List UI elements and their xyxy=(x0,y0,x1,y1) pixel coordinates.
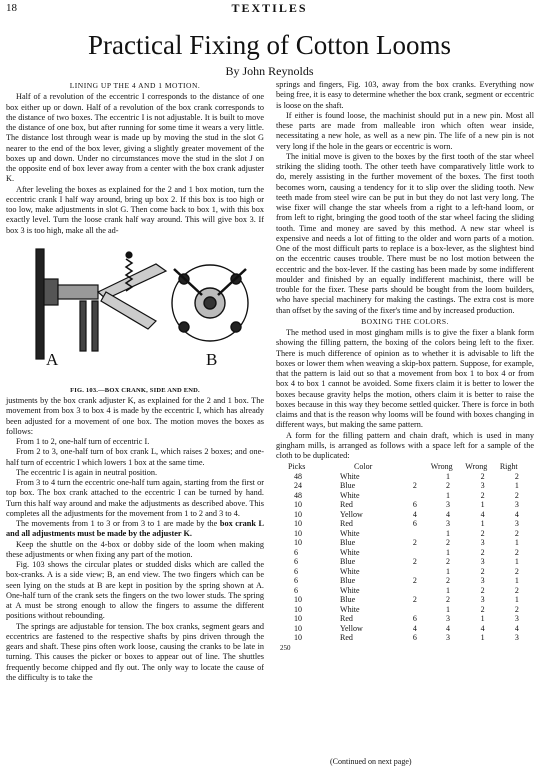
box-crank-illustration xyxy=(6,239,264,371)
table-cell: 1 xyxy=(514,576,519,586)
picks-total: 250 xyxy=(280,643,291,652)
table-cell: 2 xyxy=(514,471,519,481)
table-cell xyxy=(399,548,431,558)
table-cell: 2 xyxy=(514,585,519,595)
table-cell: 4 xyxy=(514,623,519,633)
table-row xyxy=(276,472,534,482)
article-title: Practical Fixing of Cotton Looms xyxy=(88,30,451,60)
table-row xyxy=(276,529,534,539)
table-cell: 10 xyxy=(294,538,302,548)
table-cell: 2 xyxy=(412,595,417,605)
table-cell: 1 xyxy=(514,595,519,605)
left-column xyxy=(6,80,264,683)
table-row xyxy=(276,624,534,634)
table-cell: 2 xyxy=(412,481,417,491)
table-header-row xyxy=(276,462,534,472)
table-cell: 4 xyxy=(514,509,519,519)
table-cell: 2 xyxy=(480,604,485,614)
table-cell: 4 xyxy=(480,623,485,633)
table-cell: 6 xyxy=(412,633,417,643)
table-cell: 3 xyxy=(514,500,519,510)
table-cell: 10 xyxy=(294,528,302,538)
table-cell: 3 xyxy=(480,595,485,605)
table-cell: 1 xyxy=(480,500,485,510)
figure-label-a: A xyxy=(46,349,59,369)
continued-note: (Continued on next page) xyxy=(330,757,412,766)
paragraph: The springs are adjustable for tension. The box cranks, segment gears and eccentrics are fastened to the respective shafts by pins driven through the gears and shaft. These pins often work loose, causing the cranks to be late in turning. This causes the picker or boxes to appear out of line. The shuttles frequently become chipped and fly out. The only way to locate the cause of the difficulty is to take the xyxy=(6,621,264,682)
table-cell: 1 xyxy=(446,528,451,538)
page-number: 18 xyxy=(6,2,17,14)
table-cell: 2 xyxy=(446,595,451,605)
table-cell: 2 xyxy=(446,557,451,567)
table-cell: 10 xyxy=(294,509,302,519)
paragraph: The eccentric I is again in neutral position. xyxy=(16,467,158,477)
table-cell: 3 xyxy=(446,614,451,624)
table-cell: 1 xyxy=(446,585,451,595)
paragraph: The method used in most gingham mills is to give the fixer a blank form showing the filling pattern, the boxing of the colors being left to the fixer. There is much difference of opinion as to whether it is advisable to lift the boxes or lower them when weaving a skip-box pattern. Suppose, for example, that the pattern is laid out so that a movement from box 1 to box 4 or from box 4 to box 1 cannot be avoided. Some fixers claim it is better to lower the boxes because gravity helps the motion, others claim it is better to raise the boxes because in this way they become settled quicker. There is force in both claims and that is the reason why looms will be found with boxes changing in different ways, but making the same pattern. xyxy=(276,328,534,430)
table-row xyxy=(276,481,534,491)
paragraph-text: The movements from 1 to 3 or from 3 to 1 are made by the xyxy=(16,519,220,528)
table-body xyxy=(276,472,534,643)
table-cell: 4 xyxy=(412,509,417,519)
table-cell: 2 xyxy=(514,490,519,500)
table-row xyxy=(276,519,534,529)
table-cell xyxy=(399,529,431,539)
table-row xyxy=(276,633,534,643)
table-cell: White xyxy=(340,528,360,538)
table-cell: 10 xyxy=(294,595,302,605)
table-cell: 6 xyxy=(294,585,298,595)
end-view-drawing xyxy=(172,265,248,341)
paragraph: From 1 to 2, one-half turn of eccentric I. xyxy=(16,437,150,446)
paragraph: After leveling the boxes as explained for the 2 and 1 box motion, turn the eccentric crank I half way around, bring up box 2. If this box is too high or too low, make adjustments in slot G. Then come back to box 1, with this box exactly level. Turn the loose crank half way around. This will give box 3. If box 3 is too high, make all the ad- xyxy=(6,184,264,235)
table-cell: Yellow xyxy=(340,623,363,633)
table-cell xyxy=(399,491,431,501)
paragraph xyxy=(6,519,264,540)
table-cell: 1 xyxy=(480,519,485,529)
table-cell: 10 xyxy=(294,623,302,633)
table-cell: Blue xyxy=(340,481,356,491)
header-right: Right xyxy=(499,462,518,472)
table-cell xyxy=(399,472,431,482)
paragraph: Fig. 103 shows the circular plates or studded disks which are called the box-cranks. A is a side view; B, an end view. The two fingers which can be seen lying on the studs at B are kept in position by the spring shown at A. One-half turn of the crank sets the fingers on the two lower studs. The spring at A must be strong enough to allow the fingers to assume the different positions without rebounding. xyxy=(6,560,264,621)
table-cell: 4 xyxy=(446,509,451,519)
table-cell xyxy=(399,605,431,615)
figure-label-b: B xyxy=(206,349,218,369)
table-cell: 10 xyxy=(294,614,302,624)
table-cell: 24 xyxy=(294,481,302,491)
table-cell: 10 xyxy=(294,604,302,614)
table-cell xyxy=(399,567,431,577)
table-cell: 2 xyxy=(446,481,451,491)
table-row xyxy=(276,510,534,520)
table-cell: 1 xyxy=(446,566,451,576)
figure-caption: FIG. 103.—BOX CRANK, SIDE AND END. xyxy=(70,386,200,394)
table-cell: Red xyxy=(340,614,353,624)
table-cell: Blue xyxy=(340,538,356,548)
table-cell: 2 xyxy=(514,528,519,538)
table-cell: Yellow xyxy=(340,509,363,519)
table-cell: 2 xyxy=(480,490,485,500)
table-row xyxy=(276,595,534,605)
table-cell: 6 xyxy=(412,614,417,624)
header-picks: Picks xyxy=(288,462,306,472)
table-cell: 2 xyxy=(480,547,485,557)
section-heading: LINING UP THE 4 AND 1 MOTION. xyxy=(69,81,201,90)
table-cell: 3 xyxy=(446,500,451,510)
figure-103 xyxy=(6,239,264,384)
article-author: By John Reynolds xyxy=(225,64,314,78)
table-cell: White xyxy=(340,471,360,481)
table-cell: White xyxy=(340,566,360,576)
table-row xyxy=(276,586,534,596)
table-cell: 2 xyxy=(412,538,417,548)
table-cell: 6 xyxy=(294,557,298,567)
table-cell: 2 xyxy=(412,576,417,586)
paragraph: If either is found loose, the machinist should put in a new pin. Most all these parts are made from malleable iron which often wear inside, necessitating a new hole, as well as a new pin. The life of a new pin is not very long if the hole in the gears or eccentric is worn. xyxy=(276,110,534,151)
paragraph: justments by the box crank adjuster K, as explained for the 2 and 1 box. The movement from box 3 to box 4 is made by the eccentric I, which has already been adjusted for a movement of one box. The motion moves the boxes as follows: xyxy=(6,396,264,436)
table-row xyxy=(276,548,534,558)
table-cell: 3 xyxy=(514,519,519,529)
table-cell: 6 xyxy=(412,500,417,510)
table-cell: 2 xyxy=(514,604,519,614)
table-cell: 1 xyxy=(446,547,451,557)
table-cell: 1 xyxy=(514,557,519,567)
header-color: Color xyxy=(354,462,373,472)
table-cell: 3 xyxy=(514,633,519,643)
table-cell: Red xyxy=(340,633,353,643)
table-cell: 2 xyxy=(446,538,451,548)
table-cell: White xyxy=(340,547,360,557)
table-cell: 1 xyxy=(446,471,451,481)
table-cell: 2 xyxy=(514,566,519,576)
table-cell: 48 xyxy=(294,471,302,481)
table-cell: 2 xyxy=(514,547,519,557)
table-cell: 3 xyxy=(480,538,485,548)
header-spacer xyxy=(399,462,431,472)
paragraph: A form for the filling pattern and chain draft, which is used in many gingham mills, is arranged as follows with a space left for a sample of the cloth to be duplicated: xyxy=(276,430,534,460)
table-row xyxy=(276,538,534,548)
paragraph: The initial move is given to the boxes by the first tooth of the star wheel striking the sliding tooth. The other teeth have comparatively little work to do, merely assisting in the further movement of the boxes. The first tooth becomes worn, causing a tendency for it to slip over the sliding tooth. New teeth made from steel wire can be put in but they do not last very long. The wise fixer will change the star wheels from a right to a left-hand loom, or from left to right, bringing the good tooth of the star wheel facing the sliding tooth. Time and money are saved by this method. A new star wheel is expensive and needs a lot of fitting to the older and worn parts of a motion. One of the most difficult parts to replace is a box-lever, as the slightest bind on the eccentric causes trouble. There must be no lost motion between the eccentric and the box-lever. If the casting has been made by some indifferent moulder and finished by an equally indifferent machinist, there will be trouble for the fixer. These parts should be bought from the loom builders, who have special machinery for making the castings. The extra cost is more than offset by the saving of the fixer's time and by increased production. xyxy=(276,151,534,315)
header-wrong-1: Wrong xyxy=(430,462,453,472)
table-cell: 1 xyxy=(514,481,519,491)
table-cell: 2 xyxy=(446,576,451,586)
table-cell: 3 xyxy=(446,519,451,529)
table-row xyxy=(276,605,534,615)
table-row xyxy=(276,567,534,577)
table-cell: White xyxy=(340,585,360,595)
table-cell: 6 xyxy=(294,566,298,576)
table-cell: Blue xyxy=(340,576,356,586)
table-row xyxy=(276,557,534,567)
paragraph: From 2 to 3, one-half turn of box crank L, which raises 2 boxes; and one-half turn of eccentric I which lowers 1 box at the same time. xyxy=(6,447,264,467)
table-cell: 3 xyxy=(514,614,519,624)
side-view-drawing xyxy=(36,249,166,359)
table-cell: 6 xyxy=(412,519,417,529)
table-cell: 10 xyxy=(294,500,302,510)
table-cell xyxy=(399,586,431,596)
table-cell: 4 xyxy=(412,623,417,633)
table-cell: 1 xyxy=(514,538,519,548)
table-cell: 6 xyxy=(294,576,298,586)
table-cell: 2 xyxy=(480,471,485,481)
table-cell: White xyxy=(340,490,360,500)
table-cell: Blue xyxy=(340,557,356,567)
paragraph: From 3 to 4 turn the eccentric one-half turn again, starting from the first or top box. The box crank attached to the eccentric I can be turned by hand. Turn this half way around and make the adjustments as described above. This completes all the adjustments for the movement from 1 to 2 and 3 to 4. xyxy=(6,478,264,518)
table-cell: 4 xyxy=(480,509,485,519)
paragraph: Half of a revolution of the eccentric I corresponds to the distance of one box either up or down. Half of a revolution of the box crank corresponds to the distance of two boxes. The eccentric I is not adjustable. It is built to move the distance of one box, but after running for some time it wears a very little. The distance lost through wear is made up by moving the stud in the slot G nearer to the end of the box lever, giving a slightly greater movement of the boxes up and down. Under no circumstances move the stud in the slot J on the opposite end of box lever away from a center with the box crank adjuster K. xyxy=(6,92,264,184)
table-cell: 3 xyxy=(446,633,451,643)
table-cell: 3 xyxy=(480,481,485,491)
table-cell: 2 xyxy=(480,566,485,576)
table-row xyxy=(276,491,534,501)
table-cell: 48 xyxy=(294,490,302,500)
table-cell: 4 xyxy=(446,623,451,633)
table-cell: White xyxy=(340,604,360,614)
table-cell: Red xyxy=(340,500,353,510)
table-row xyxy=(276,500,534,510)
table-cell: 2 xyxy=(412,557,417,567)
table-cell: 6 xyxy=(294,547,298,557)
table-row xyxy=(276,614,534,624)
table-row xyxy=(276,576,534,586)
picks-table xyxy=(276,462,534,643)
running-title: TEXTILES xyxy=(231,1,308,15)
table-cell: 10 xyxy=(294,633,302,643)
table-cell: 2 xyxy=(480,585,485,595)
paragraph: Keep the shuttle on the 4-box or dobby side of the loom when making these adjustments or when fixing any part of the motion. xyxy=(6,539,264,559)
table-cell: 1 xyxy=(446,490,451,500)
table-cell: 1 xyxy=(480,633,485,643)
paragraph: springs and fingers, Fig. 103, away from the box cranks. Everything now being free, it is easy to determine whether the box crank, segment or eccentric is loose on the shaft. xyxy=(276,80,534,110)
table-cell: 1 xyxy=(480,614,485,624)
bold-text: box crank L and all adjustments must be made by the adjuster K. xyxy=(6,519,264,539)
table-cell: 1 xyxy=(446,604,451,614)
section-heading: BOXING THE COLORS. xyxy=(361,316,449,326)
table-cell: 3 xyxy=(480,557,485,567)
header-wrong-2: Wrong xyxy=(465,462,488,472)
table-cell: 10 xyxy=(294,519,302,529)
right-column xyxy=(276,80,534,653)
table-cell: Red xyxy=(340,519,353,529)
table-cell: 2 xyxy=(480,528,485,538)
table-cell: 3 xyxy=(480,576,485,586)
table-cell: Blue xyxy=(340,595,356,605)
